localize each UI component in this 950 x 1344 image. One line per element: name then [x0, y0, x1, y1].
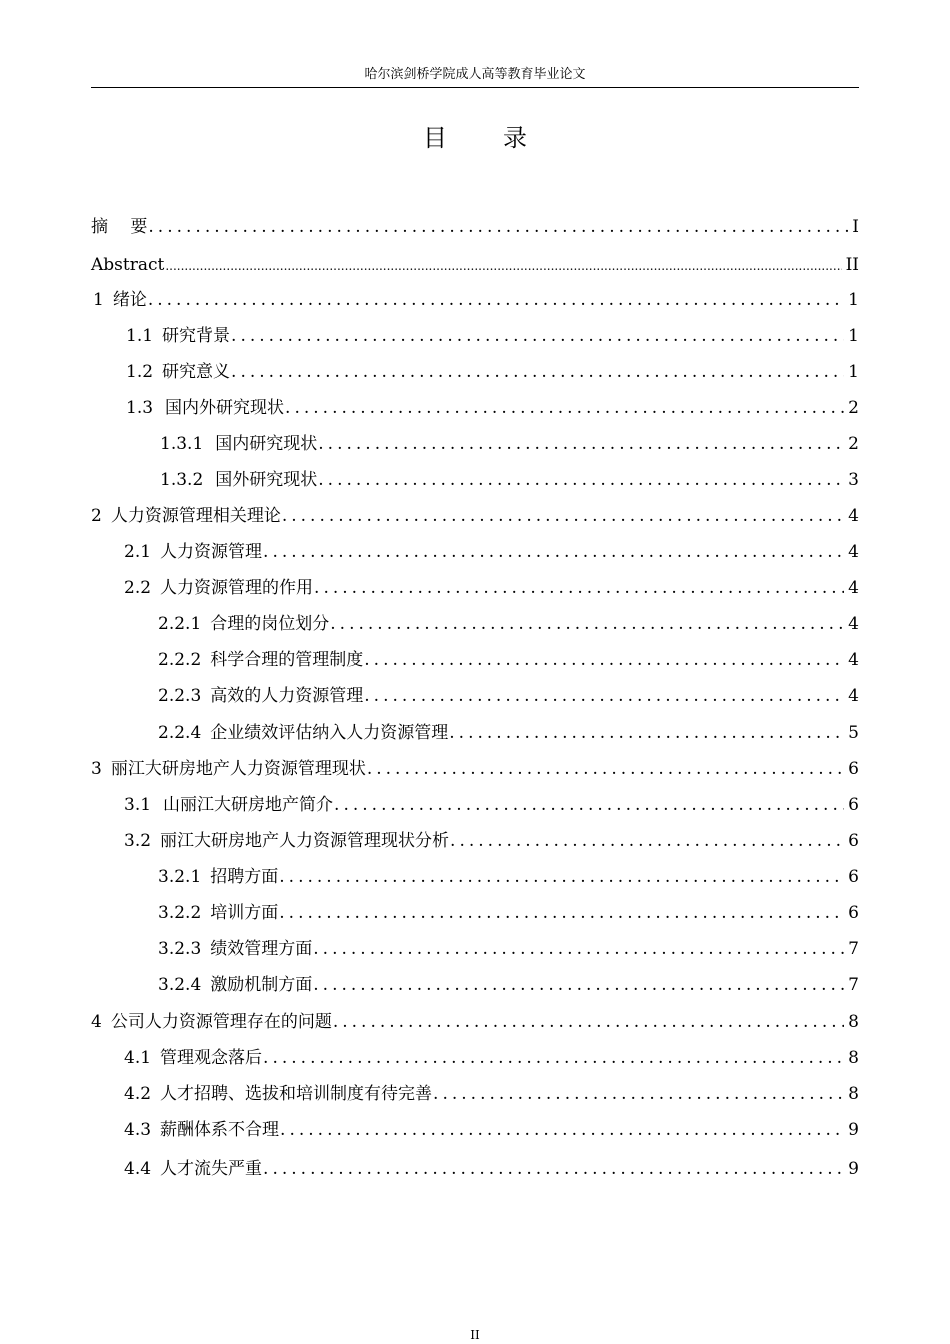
- toc-entry-4-1[interactable]: [91, 1046, 859, 1070]
- toc-entry-number: 4.1: [124, 1048, 152, 1068]
- toc-entry-number: 3.2.1: [158, 867, 202, 887]
- toc-entry-number: 4.3: [124, 1120, 152, 1140]
- dot-leader: [279, 865, 844, 889]
- toc-entry-text: 科学合理的管理制度: [210, 650, 364, 670]
- toc-entry-page: 8: [848, 1084, 859, 1104]
- toc-entry-4-2[interactable]: [91, 1082, 859, 1106]
- toc-entry-abstract-cn[interactable]: [91, 215, 859, 239]
- toc-entry-number: 2.2.3: [158, 686, 202, 706]
- toc-entry-text: 招聘方面: [210, 867, 279, 887]
- toc-entry-text: 丽江大研房地产人力资源管理现状分析: [160, 831, 450, 851]
- toc-entry-number: 1.2: [126, 362, 154, 382]
- toc-entry-page: 4: [848, 650, 859, 670]
- toc-entry-1-1[interactable]: [91, 324, 859, 348]
- toc-entry-text: 人力资源管理: [160, 542, 263, 562]
- dot-leader: [334, 793, 844, 817]
- toc-entry-page: 1: [848, 290, 859, 310]
- toc-entry-text: 人力资源管理相关理论: [110, 506, 281, 526]
- dot-leader: [318, 468, 844, 492]
- toc-entry-text: 绩效管理方面: [210, 939, 313, 959]
- dot-leader: [263, 1046, 844, 1070]
- toc-entry-3-2-3[interactable]: [91, 937, 859, 961]
- toc-entry-page: 4: [848, 686, 859, 706]
- toc-entry-number: 2.2.1: [158, 614, 202, 634]
- page-number: II: [470, 1328, 480, 1342]
- toc-entry-page: 9: [848, 1159, 859, 1179]
- toc-entry-number: 2: [91, 506, 102, 526]
- toc-entry-3-2[interactable]: [91, 829, 859, 853]
- toc-entry-number: 2.2.4: [158, 723, 202, 743]
- toc-entry-text: 绪论: [112, 290, 147, 310]
- toc-entry-1-3-1[interactable]: [91, 432, 859, 456]
- toc-entry-page: 4: [848, 614, 859, 634]
- toc-entry-number: 3: [91, 759, 102, 779]
- toc-entry-ch2[interactable]: [91, 504, 859, 528]
- toc-entry-number: 3.2.2: [158, 903, 202, 923]
- toc-entry-2-2[interactable]: [91, 576, 859, 600]
- toc-entry-text: 国外研究现状: [215, 470, 318, 490]
- dot-leader: [263, 1157, 844, 1181]
- toc-entry-3-1[interactable]: [91, 793, 859, 817]
- toc-entry-number: 3.1: [124, 795, 152, 815]
- toc-entry-number: 4.4: [124, 1159, 152, 1179]
- dot-leader: [313, 973, 844, 997]
- toc-entry-page: 6: [848, 903, 859, 923]
- toc-entry-page: 6: [848, 867, 859, 887]
- toc-entry-page: 8: [848, 1012, 859, 1032]
- dot-leader: [282, 504, 844, 528]
- toc-entry-text: 山丽江大研房地产简介: [163, 795, 334, 815]
- toc-entry-text: 激励机制方面: [210, 975, 313, 995]
- toc-entry-abstract-en[interactable]: [91, 253, 859, 277]
- toc-entry-text: 薪酬体系不合理: [160, 1120, 280, 1140]
- toc-entry-page: 6: [848, 759, 859, 779]
- toc-entry-number: 3.2.4: [158, 975, 202, 995]
- toc-entry-text: 研究意义: [162, 362, 231, 382]
- toc-entry-page: 6: [848, 831, 859, 851]
- toc-entry-page: II: [845, 255, 859, 275]
- toc-entry-number: 1.3: [126, 398, 154, 418]
- toc-entry-number: 3.2.3: [158, 939, 202, 959]
- dot-leader: [263, 540, 844, 564]
- toc-entry-text: 研究背景: [162, 326, 231, 346]
- dot-leader: [367, 757, 844, 781]
- toc-entry-text: 人才流失严重: [160, 1159, 263, 1179]
- toc-entry-text: 人才招聘、选拔和培训制度有待完善: [160, 1084, 433, 1104]
- dot-leader: [364, 648, 844, 672]
- toc-entry-number: 1: [93, 290, 104, 310]
- toc-entry-number: 1.3.2: [160, 470, 204, 490]
- toc-entry-ch1[interactable]: [91, 288, 859, 312]
- toc-entry-number: 2.2.2: [158, 650, 202, 670]
- toc-entry-page: 8: [848, 1048, 859, 1068]
- toc-entry-text: 人力资源管理的作用: [160, 578, 314, 598]
- toc-entry-text: 公司人力资源管理存在的问题: [110, 1012, 332, 1032]
- toc-entry-text: 丽江大研房地产人力资源管理现状: [110, 759, 366, 779]
- toc-entry-number: 1.3.1: [160, 434, 204, 454]
- dot-leader: [165, 254, 841, 278]
- toc-entry-text: Abstract: [91, 255, 165, 275]
- dot-leader: [330, 612, 844, 636]
- toc-entry-number: 2.1: [124, 542, 152, 562]
- dot-leader: [449, 721, 844, 745]
- dot-leader: [285, 396, 844, 420]
- toc-entry-page: 1: [848, 362, 859, 382]
- toc-entry-page: 6: [848, 795, 859, 815]
- toc-entry-2-2-3[interactable]: [91, 684, 859, 708]
- dot-leader: [314, 576, 844, 600]
- dot-leader: [148, 288, 844, 312]
- toc-entry-number: 4.2: [124, 1084, 152, 1104]
- toc-entry-ch3[interactable]: [91, 757, 859, 781]
- dot-leader: [280, 1118, 844, 1142]
- toc-entry-page: 2: [848, 434, 859, 454]
- toc-entry-page: 4: [848, 506, 859, 526]
- toc-entry-number: 4: [91, 1012, 102, 1032]
- toc-entry-3-2-4[interactable]: [91, 973, 859, 997]
- toc-entry-4-3[interactable]: [91, 1118, 859, 1142]
- toc-entry-number: 1.1: [126, 326, 154, 346]
- toc-entry-4-4[interactable]: [91, 1157, 859, 1181]
- toc-entry-text: 高效的人力资源管理: [210, 686, 364, 706]
- dot-leader: [364, 684, 844, 708]
- toc-entry-page: 5: [848, 723, 859, 743]
- toc-entry-text: 合理的岗位划分: [210, 614, 330, 634]
- toc-entry-text: 摘 要: [91, 217, 148, 237]
- toc-entry-page: 1: [848, 326, 859, 346]
- toc-entry-1-2[interactable]: [91, 360, 859, 384]
- dot-leader: [148, 215, 848, 239]
- toc-entry-text: 管理观念落后: [160, 1048, 263, 1068]
- toc-entry-text: 企业绩效评估纳入人力资源管理: [210, 723, 449, 743]
- dot-leader: [313, 937, 844, 961]
- toc-entry-page: 4: [848, 542, 859, 562]
- toc-entry-2-2-4[interactable]: [91, 721, 859, 745]
- toc-entry-number: 2.2: [124, 578, 152, 598]
- dot-leader: [231, 360, 844, 384]
- toc-entry-text: 国内外研究现状: [165, 398, 285, 418]
- toc-title: 目 录: [423, 124, 543, 152]
- toc-entry-2-1[interactable]: [91, 540, 859, 564]
- toc-entry-number: 3.2: [124, 831, 152, 851]
- toc-entry-3-2-2[interactable]: [91, 901, 859, 925]
- toc-entry-page: 7: [848, 975, 859, 995]
- dot-leader: [333, 1010, 844, 1034]
- toc-entry-text: 培训方面: [210, 903, 279, 923]
- toc-entry-page: 9: [848, 1120, 859, 1140]
- toc-entry-page: 7: [848, 939, 859, 959]
- running-header: 哈尔滨剑桥学院成人高等教育毕业论文: [91, 66, 859, 88]
- toc-entry-page: I: [852, 217, 859, 237]
- toc-entry-1-3[interactable]: [91, 396, 859, 420]
- dot-leader: [433, 1082, 844, 1106]
- toc-entry-3-2-1[interactable]: [91, 865, 859, 889]
- toc-entry-2-2-2[interactable]: [91, 648, 859, 672]
- toc-entry-page: 4: [848, 578, 859, 598]
- dot-leader: [450, 829, 844, 853]
- toc-entry-page: 2: [848, 398, 859, 418]
- toc-entry-page: 3: [848, 470, 859, 490]
- toc-entry-ch4[interactable]: [91, 1010, 859, 1034]
- toc-entry-1-3-2[interactable]: [91, 468, 859, 492]
- dot-leader: [279, 901, 844, 925]
- dot-leader: [231, 324, 844, 348]
- dot-leader: [318, 432, 844, 456]
- toc-entry-text: 国内研究现状: [215, 434, 318, 454]
- toc-entry-2-2-1[interactable]: [91, 612, 859, 636]
